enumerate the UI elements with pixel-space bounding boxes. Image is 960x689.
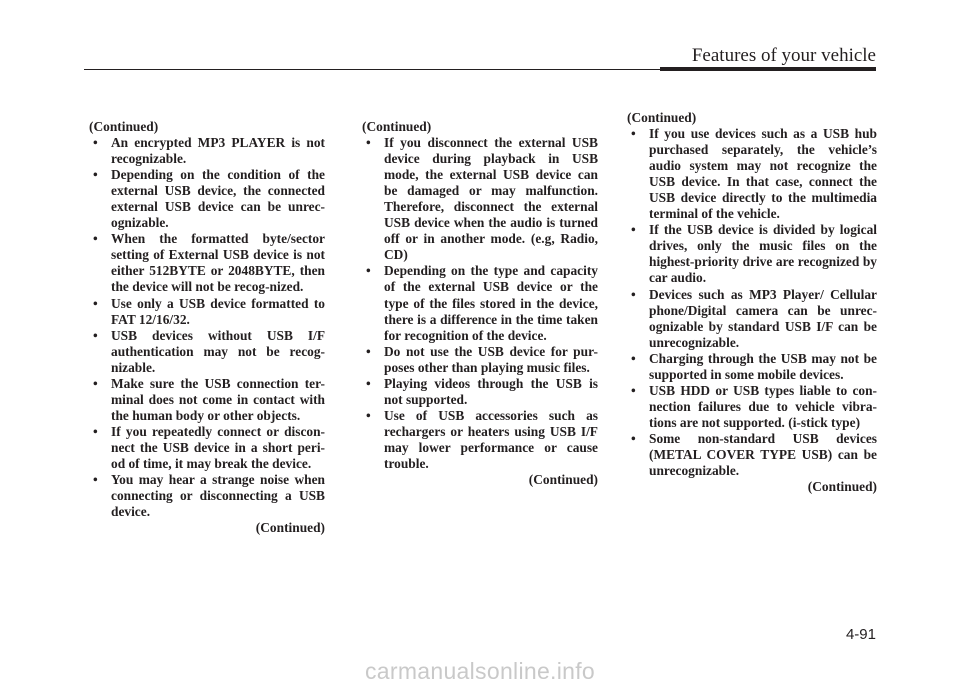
continued-heading: (Continued) <box>362 119 432 134</box>
text-column-3 <box>627 110 877 495</box>
bullet-list <box>89 135 325 520</box>
bullet-item: • Make sure the USB connection ter-minal does not come in contact with the human body or other objects. <box>89 376 325 424</box>
continued-footer: (Continued) <box>807 479 877 495</box>
bullet-item: • Use of USB accessories such as rechargers or heaters using USB I/F may lower performance or cause trouble. <box>362 408 598 472</box>
page-number: 4-91 <box>845 626 876 643</box>
continued-footer: (Continued) <box>528 472 598 488</box>
text-column-2 <box>362 119 598 488</box>
bullet-item: • If you repeatedly connect or discon-nect the USB device in a short peri-od of time, it may break the device. <box>89 424 325 472</box>
header-divider-accent <box>660 67 876 71</box>
bullet-item: • Some non-standard USB devices (METAL COVER TYPE USB) can be unrecognizable. <box>627 431 877 479</box>
bullet-item: • USB HDD or USB types liable to con-nection failures due to vehicle vibra-tions are not supported. (i-stick type) <box>627 383 877 431</box>
bullet-item: • You may hear a strange noise when connecting or disconnecting a USB device. <box>89 472 325 520</box>
text-column-1 <box>89 119 325 536</box>
bullet-item: • If you disconnect the external USB device during playback in USB mode, the external USB device can be damaged or may malfunction. Therefore, disconnect the external USB device when the audio is turned off or in another mode. (e.g, Radio, CD) <box>362 135 598 263</box>
continued-footer: (Continued) <box>255 520 325 536</box>
bullet-item: • If the USB device is divided by logical drives, only the music files on the highest-priority drive are recognized by car audio. <box>627 222 877 286</box>
bullet-item: • Playing videos through the USB is not supported. <box>362 376 598 408</box>
bullet-list <box>362 135 598 472</box>
bullet-item: • Depending on the condition of the external USB device, the connected external USB device can be unrec-ognizable. <box>89 167 325 231</box>
watermark-text: carmanualsonline.info <box>364 658 596 684</box>
bullet-item: • USB devices without USB I/F authentication may not be recog-nizable. <box>89 328 325 376</box>
continued-heading: (Continued) <box>89 119 159 134</box>
bullet-item: • When the formatted byte/sector setting of External USB device is not either 512BYTE or 2048BYTE, then the device will not be recog-nized. <box>89 231 325 295</box>
bullet-item: • Use only a USB device formatted to FAT 12/16/32. <box>89 296 325 328</box>
bullet-item: • An encrypted MP3 PLAYER is not recognizable. <box>89 135 325 167</box>
bullet-item: • Depending on the type and capacity of the external USB device or the type of the files stored in the device, there is a difference in the time taken for recognition of the device. <box>362 263 598 343</box>
bullet-list <box>627 126 877 479</box>
continued-heading: (Continued) <box>627 110 697 125</box>
bullet-item: • If you use devices such as a USB hub purchased separately, the vehicle’s audio system may not recognize the USB device. In that case, connect the USB device directly to the multimedia terminal of the vehicle. <box>627 126 877 222</box>
page-header-title: Features of your vehicle <box>691 45 876 66</box>
bullet-item: • Devices such as MP3 Player/ Cellular phone/Digital camera can be unrec-ognizable by standard USB I/F can be unrecognizable. <box>627 287 877 351</box>
bullet-item: • Do not use the USB device for pur-poses other than playing music files. <box>362 344 598 376</box>
bullet-item: • Charging through the USB may not be supported in some mobile devices. <box>627 351 877 383</box>
